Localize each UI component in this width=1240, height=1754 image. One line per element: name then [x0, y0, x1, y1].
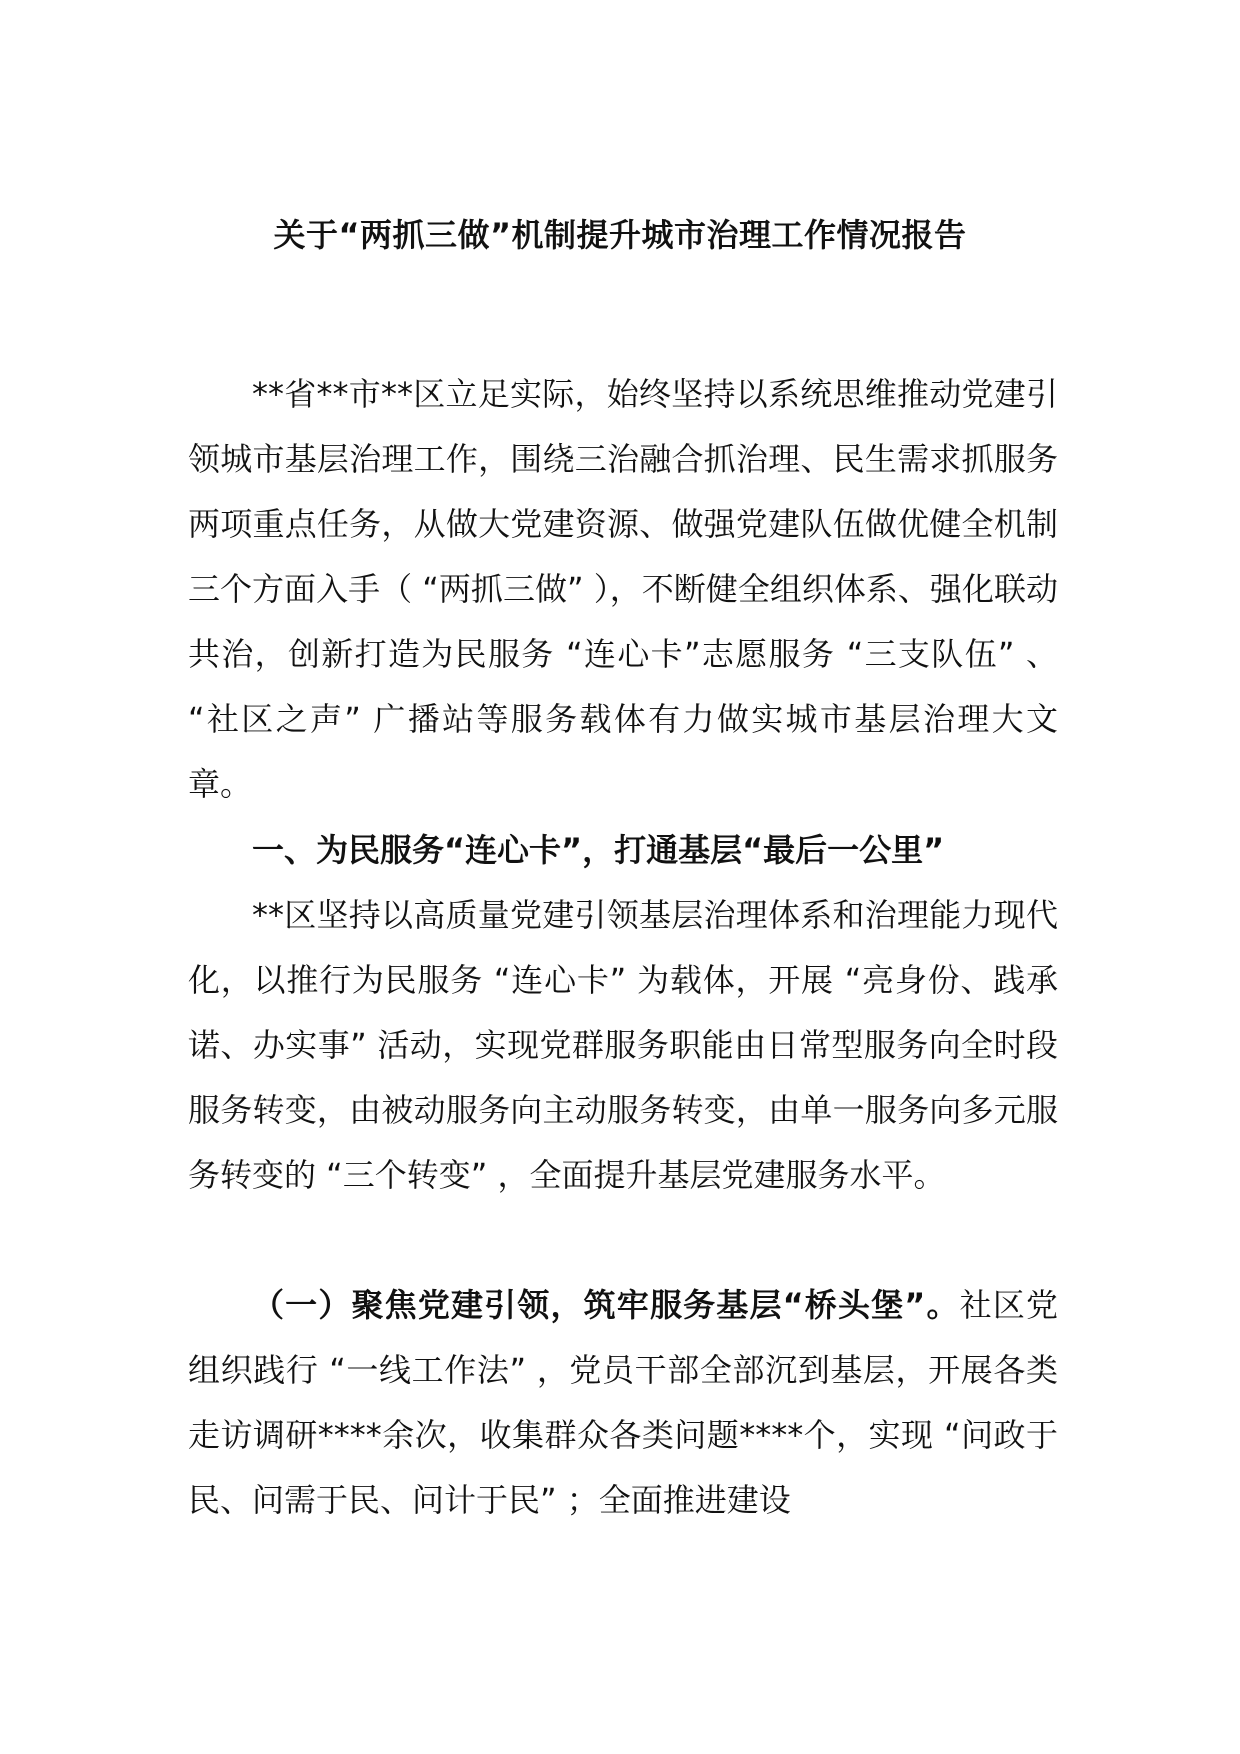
subsection-heading-1: （一）聚焦党建引领，筑牢服务基层“桥头堡”。 — [252, 1286, 960, 1324]
subsection-1-paragraph — [188, 1273, 1058, 1533]
document-title: 关于“两抓三做”机制提升城市治理工作情况报告 — [273, 216, 967, 254]
section-1-paragraph: **区坚持以高质量党建引领基层治理体系和治理能力现代化，以推行为民服务 “连心卡” 为载体，开展 “亮身份、践承诺、办实事” 活动，实现党群服务职能由日常型服务向全时段服务转变，由被动服务向主动服务转变，由单一服务向多元服务转变的 “三个转变” ，全面提升基层党建服务水平。 — [188, 896, 1058, 1194]
intro-paragraph: **省**市**区立足实际，始终坚持以系统思维推动党建引领城市基层治理工作，围绕三治融合抓治理、民生需求抓服务两项重点任务，从做大党建资源、做强党建队伍做优健全机制三个方面入手（ “两抓三做” ），不断健全组织体系、强化联动共治，创新打造为民服务 “连心卡”志愿服务 “三支队伍” 、 “社区之声” 广播站等服务载体有力做实城市基层治理大文章。 — [188, 375, 1058, 803]
subsection-1-text: 社区党组织践行 “一线工作法” ，党员干部全部沉到基层，开展各类走访调研****余次，收集群众各类问题****个，实现 “问政于民、问需于民、问计于民” ；全面推进建设 — [188, 1286, 1058, 1519]
section-heading-1: 一、为民服务“连心卡”，打通基层“最后一公里” — [252, 831, 945, 869]
